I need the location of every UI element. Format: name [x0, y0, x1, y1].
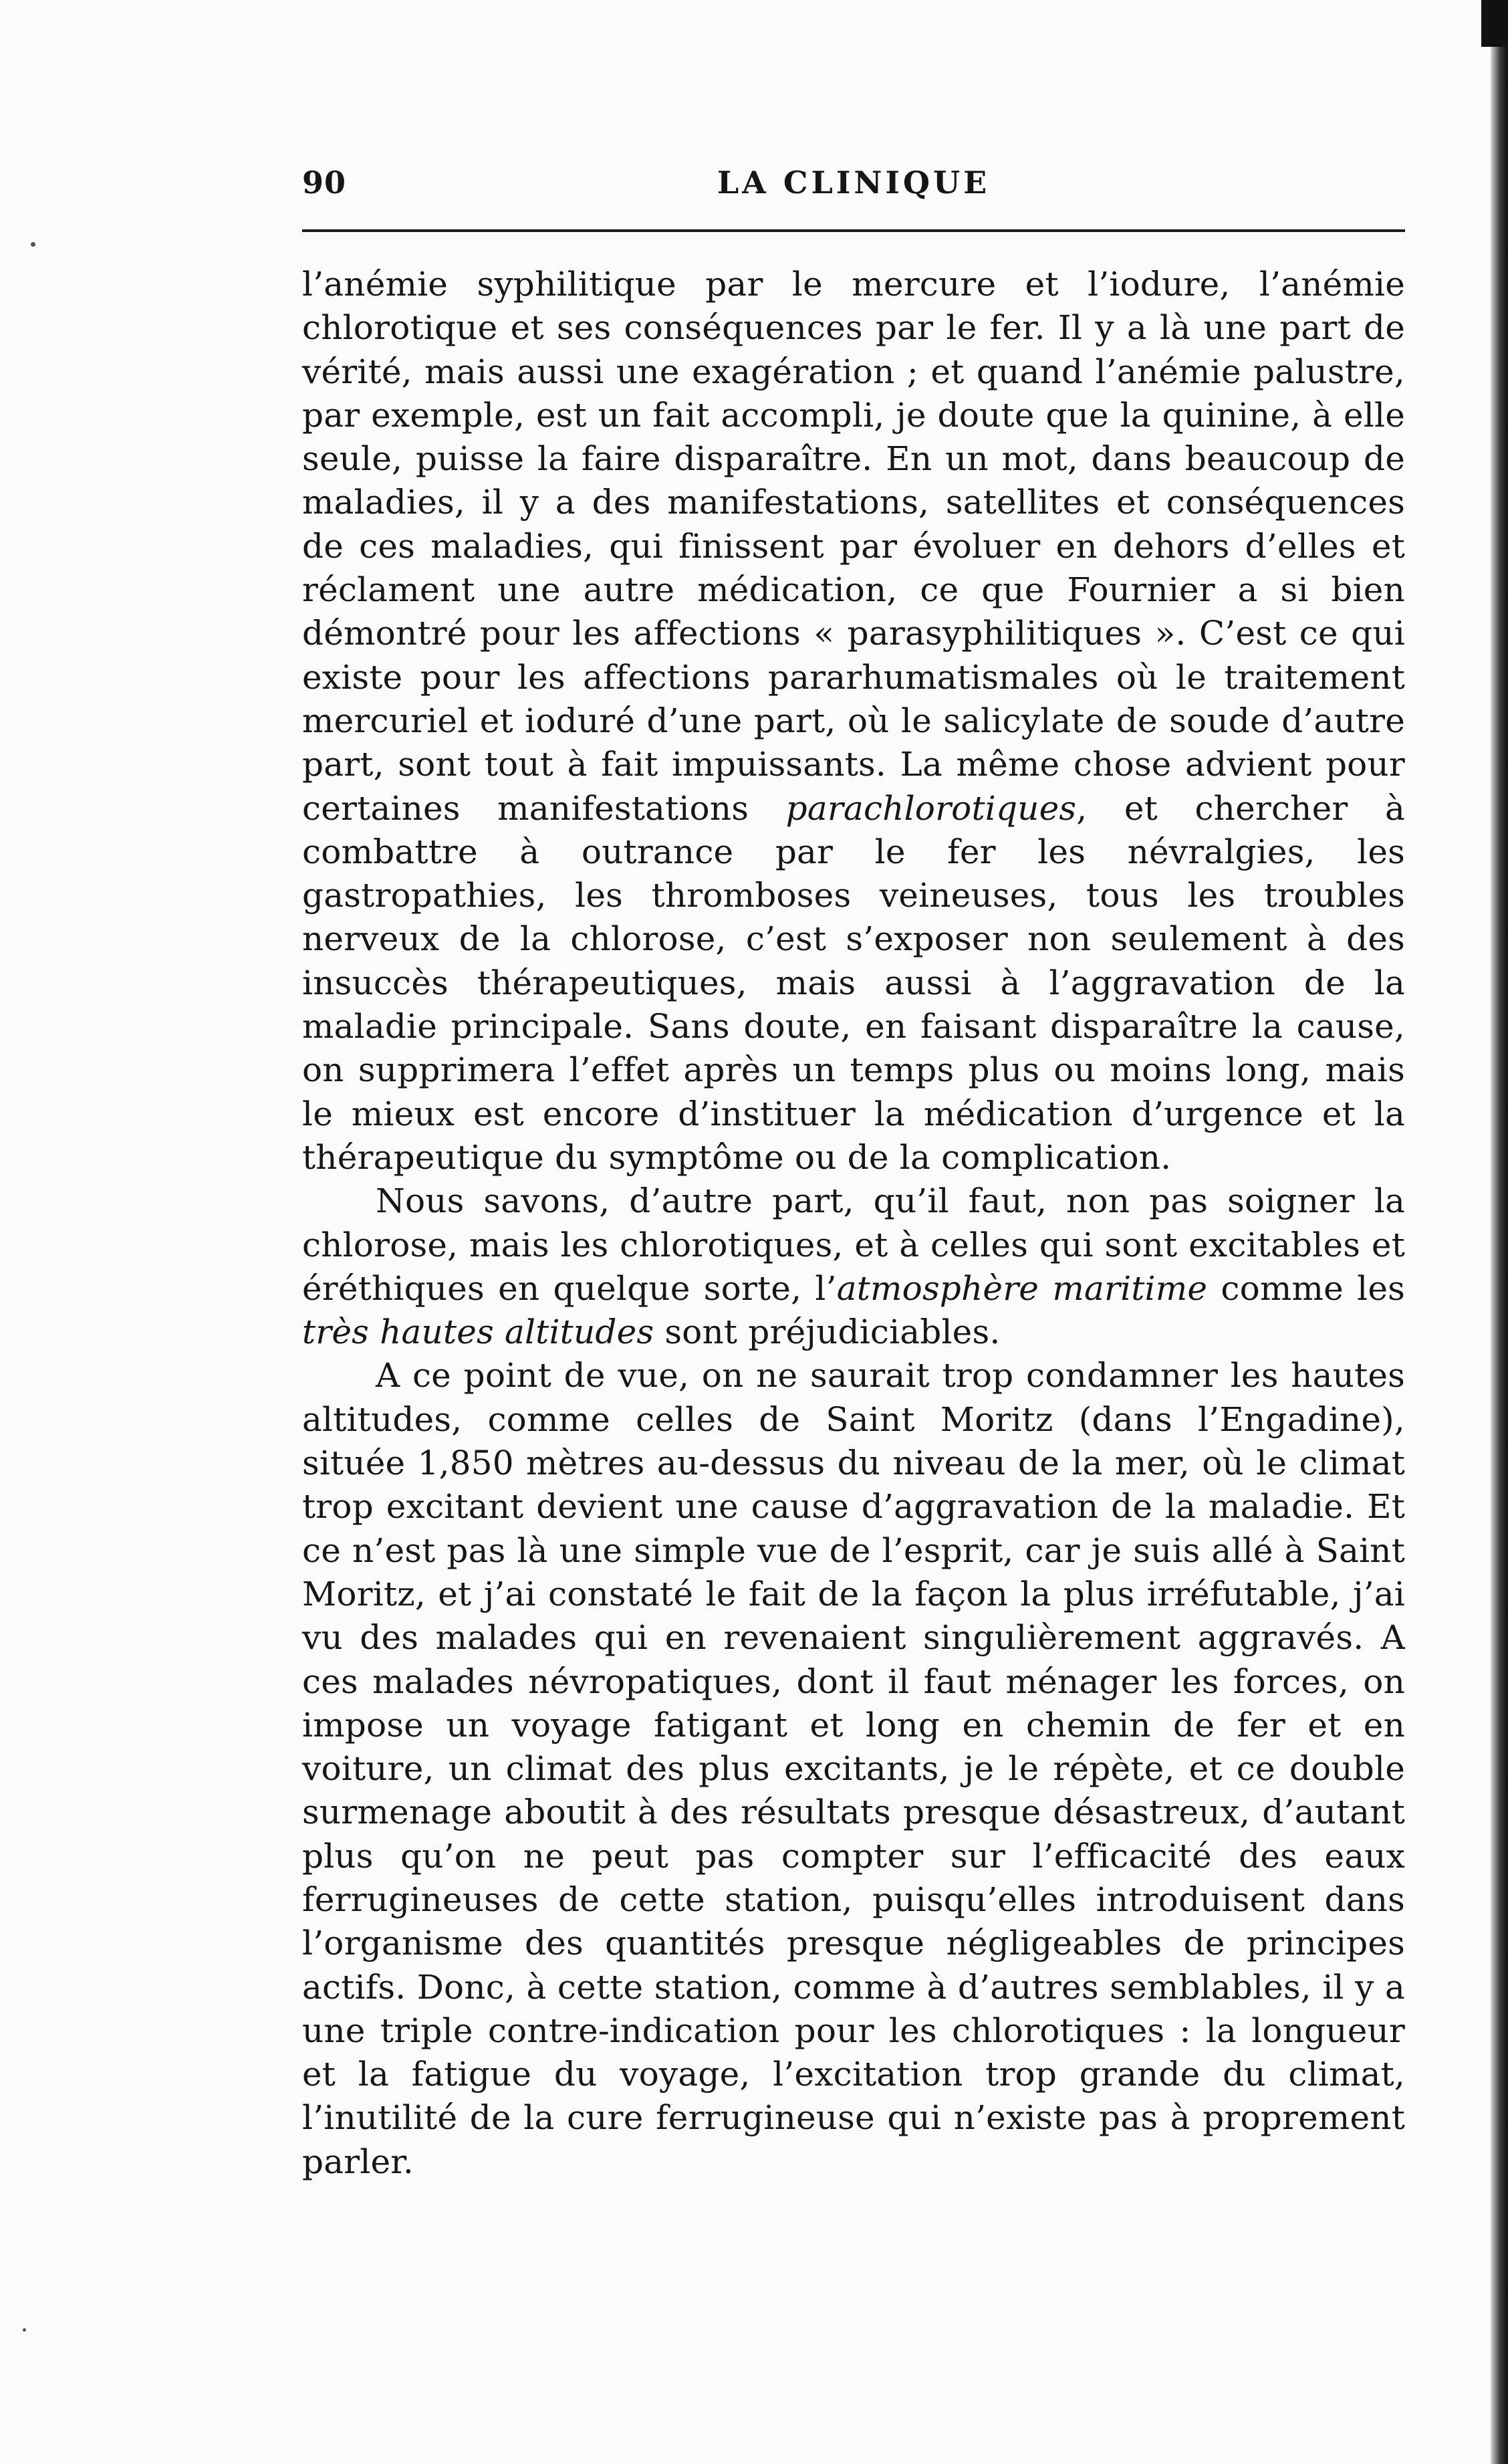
- italic-term: très hautes altitudes: [302, 1313, 654, 1352]
- text-run: Nous savons, d’autre part, qu’il faut, non pas soigner la chlorose, mais les chlorotiques, et à celles qui sont excitables et éréthiques en quelque sorte, l’: [302, 1182, 1405, 1308]
- page-number: 90: [302, 164, 347, 201]
- paper-speck: [31, 242, 35, 247]
- body-text: [302, 263, 1405, 2184]
- text-run: sont préjudiciables.: [654, 1313, 1001, 1352]
- running-head: [302, 164, 1405, 211]
- running-title: LA CLINIQUE: [717, 164, 991, 201]
- paragraph-1: [302, 263, 1405, 1180]
- page-corner-shadow: [1481, 0, 1508, 47]
- paper-speck: [23, 2328, 26, 2332]
- page-edge-shadow: [1491, 0, 1508, 2464]
- italic-term: parachlorotiques: [785, 788, 1077, 828]
- text-run: comme les: [1207, 1268, 1406, 1308]
- paragraph-2: [302, 1180, 1405, 1354]
- text-run: , et chercher à combattre à outrance par le fer les névralgies, les gastropathies, les thromboses veineuses, tous les troubles nerveux de la chlorose, c’est s’exposer non seulement à des insuccès thérapeutiques, mais aussi à l’aggravation de la maladie principale. Sans doute, en faisant disparaître la cause, on supprimera l’effet après un temps plus ou moins long, mais le mieux est encore d’instituer la médication d’urgence et la thérapeutique du symptôme ou de la complication.: [302, 788, 1405, 1177]
- header-rule: [302, 229, 1405, 232]
- text-run: l’anémie syphilitique par le mercure et l’iodure, l’anémie chlorotique et ses conséquences par le fer. Il y a là une part de vérité, mais aussi une exagération ; et quand l’anémie palustre, par exemple, est un fait accompli, je doute que la quinine, à elle seule, puisse la faire disparaître. En un mot, dans beaucoup de maladies, il y a des manifestations, satellites et conséquences de ces maladies, qui finissent par évoluer en dehors d’elles et réclament une autre médication, ce que Fournier a si bien démontré pour les affections « parasyphilitiques ». C’est ce qui existe pour les affections pararhumatismales où le traitement mercuriel et ioduré d’une part, où le salicylate de soude d’autre part, sont tout à fait impuissants. La même chose advient pour certaines manifestations: [302, 265, 1405, 828]
- italic-term: atmosphère maritime: [836, 1268, 1208, 1308]
- paragraph-3: [302, 1354, 1405, 2184]
- text-run: A ce point de vue, on ne saurait trop condamner les hautes altitudes, comme celles de Saint Moritz (dans l’Engadine), située 1,850 mètres au-dessus du niveau de la mer, où le climat trop excitant devient une cause d’aggravation de la maladie. Et ce n’est pas là une simple vue de l’esprit, car je suis allé à Saint Moritz, et j’ai constaté le fait de la façon la plus irréfutable, j’ai vu des malades qui en revenaient singulièrement aggravés. A ces malades névropatiques, dont il faut ménager les forces, on impose un voyage fatigant et long en chemin de fer et en voiture, un climat des plus excitants, je le répète, et ce double surmenage aboutit à des résultats presque désastreux, d’autant plus qu’on ne peut pas compter sur l’efficacité des eaux ferrugineuses de cette station, puisqu’elles introduisent dans l’organisme des quantités presque négligeables de principes actifs. Donc, à cette station, comme à d’autres semblables, il y a une triple contre-indication pour les chlorotiques : la longueur et la fatigue du voyage, l’excitation trop grande du climat, l’inutilité de la cure ferrugineuse qui n’existe pas à proprement parler.: [302, 1356, 1405, 2181]
